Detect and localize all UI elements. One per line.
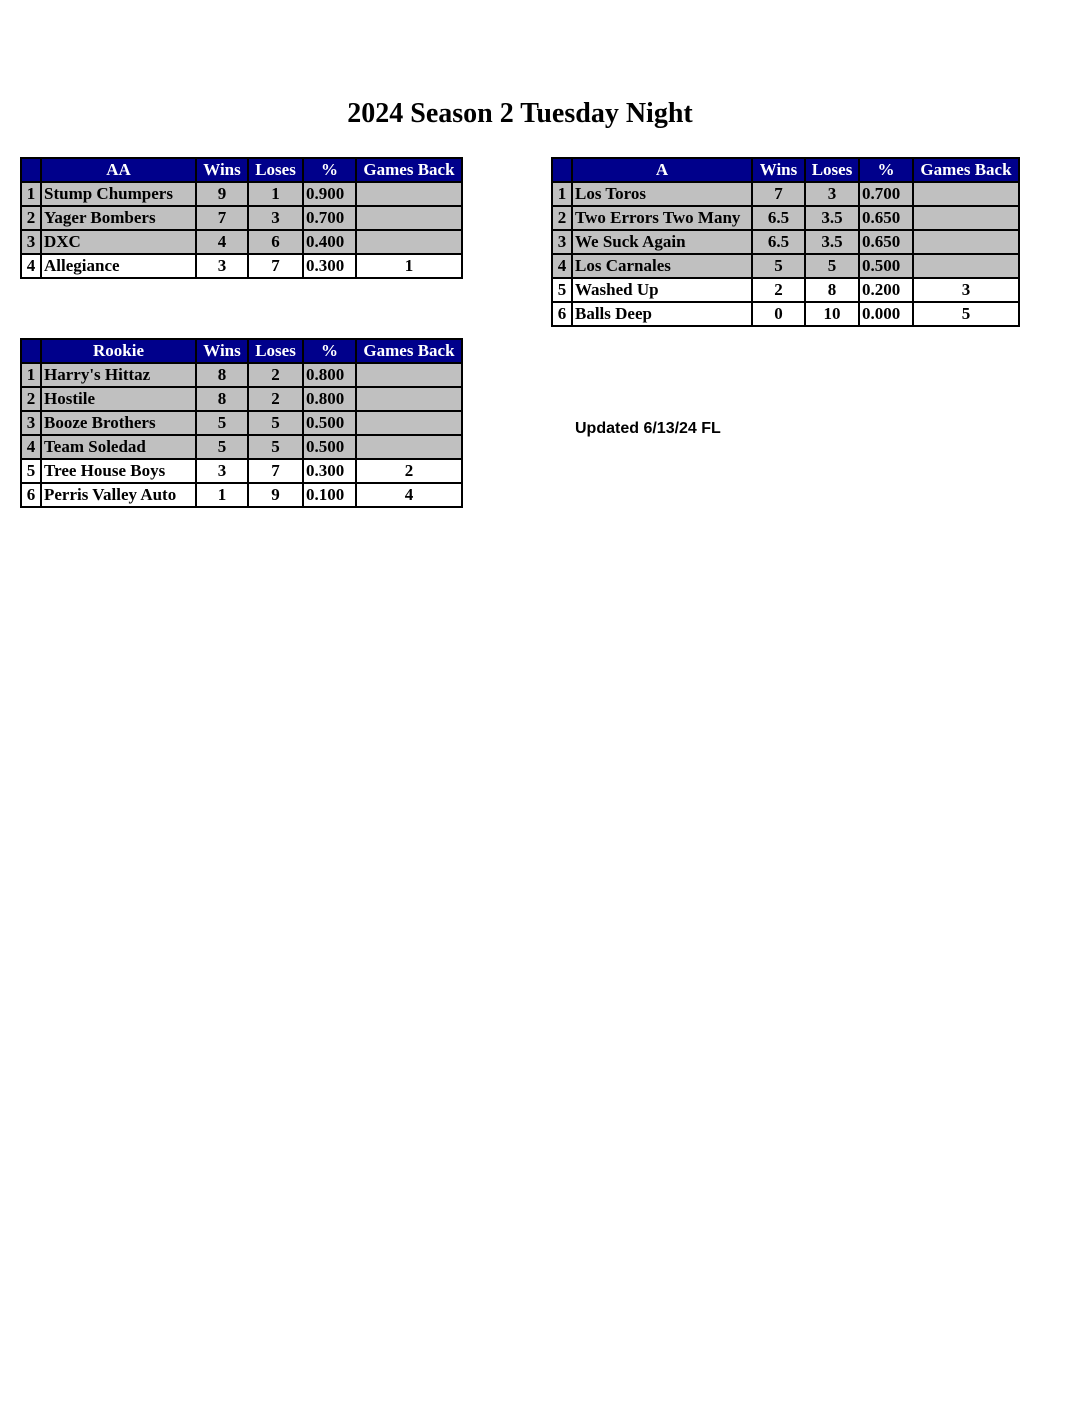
pct-cell: 0.500 [859,254,913,278]
team-name-cell: Tree House Boys [41,459,196,483]
wins-cell: 6.5 [752,206,805,230]
team-name-cell: Harry's Hittaz [41,363,196,387]
rank-cell: 2 [21,387,41,411]
table-header-row [552,158,1019,182]
loses-cell: 7 [248,459,303,483]
pct-header: % [303,339,356,363]
rank-cell: 4 [552,254,572,278]
rank-cell: 3 [21,230,41,254]
rank-cell: 4 [21,435,41,459]
team-name-cell: Hostile [41,387,196,411]
loses-cell: 5 [805,254,859,278]
games-back-cell [913,254,1019,278]
table-row [552,254,1019,278]
games-back-cell [356,411,462,435]
table-row [552,302,1019,326]
pct-cell: 0.500 [303,435,356,459]
games-back-cell [913,230,1019,254]
loses-cell: 3 [805,182,859,206]
table-row [21,182,462,206]
wins-cell: 8 [196,363,248,387]
rank-cell: 3 [21,411,41,435]
pct-cell: 0.800 [303,363,356,387]
table-row [21,206,462,230]
pct-cell: 0.500 [303,411,356,435]
loses-cell: 9 [248,483,303,507]
loses-cell: 3.5 [805,206,859,230]
wins-cell: 5 [196,411,248,435]
division-header: Rookie [41,339,196,363]
team-name-cell: Yager Bombers [41,206,196,230]
wins-cell: 4 [196,230,248,254]
division-header: AA [41,158,196,182]
wins-cell: 7 [196,206,248,230]
table-header-row [21,339,462,363]
loses-cell: 10 [805,302,859,326]
team-name-cell: Washed Up [572,278,752,302]
team-name-cell: We Suck Again [572,230,752,254]
team-name-cell: Perris Valley Auto [41,483,196,507]
rank-header [552,158,572,182]
pct-cell: 0.650 [859,206,913,230]
table-row [21,254,462,278]
pct-cell: 0.100 [303,483,356,507]
games-back-cell [356,182,462,206]
wins-cell: 9 [196,182,248,206]
rank-cell: 1 [552,182,572,206]
wins-cell: 5 [752,254,805,278]
rank-cell: 6 [552,302,572,326]
team-name-cell: Los Toros [572,182,752,206]
pct-cell: 0.000 [859,302,913,326]
table-row [21,435,462,459]
rank-header [21,339,41,363]
wins-cell: 8 [196,387,248,411]
wins-cell: 3 [196,254,248,278]
wins-cell: 7 [752,182,805,206]
loses-cell: 5 [248,411,303,435]
games-back-header: Games Back [356,158,462,182]
table-row [552,182,1019,206]
games-back-cell: 1 [356,254,462,278]
games-back-cell [356,363,462,387]
loses-cell: 1 [248,182,303,206]
team-name-cell: DXC [41,230,196,254]
games-back-cell: 4 [356,483,462,507]
rank-cell: 2 [552,206,572,230]
wins-cell: 5 [196,435,248,459]
rank-cell: 6 [21,483,41,507]
table-row [21,411,462,435]
team-name-cell: Los Carnales [572,254,752,278]
table-row [21,387,462,411]
team-name-cell: Team Soledad [41,435,196,459]
loses-cell: 5 [248,435,303,459]
loses-cell: 2 [248,363,303,387]
games-back-cell [356,387,462,411]
wins-cell: 1 [196,483,248,507]
table-row [552,206,1019,230]
pct-cell: 0.800 [303,387,356,411]
team-name-cell: Balls Deep [572,302,752,326]
games-back-cell [356,435,462,459]
games-back-cell: 3 [913,278,1019,302]
rookie-standings-table [20,338,463,508]
loses-cell: 6 [248,230,303,254]
pct-header: % [303,158,356,182]
games-back-cell: 2 [356,459,462,483]
pct-cell: 0.300 [303,459,356,483]
team-name-cell: Booze Brothers [41,411,196,435]
a-standings-table [551,157,1020,327]
games-back-cell [356,206,462,230]
loses-cell: 7 [248,254,303,278]
pct-cell: 0.700 [859,182,913,206]
updated-note: Updated 6/13/24 FL [575,420,721,437]
table-header-row [21,158,462,182]
rank-cell: 1 [21,363,41,387]
wins-header: Wins [196,158,248,182]
rank-cell: 5 [552,278,572,302]
rank-cell: 5 [21,459,41,483]
games-back-header: Games Back [913,158,1019,182]
division-header: A [572,158,752,182]
rank-header [21,158,41,182]
loses-cell: 3.5 [805,230,859,254]
wins-cell: 2 [752,278,805,302]
wins-header: Wins [752,158,805,182]
rank-cell: 2 [21,206,41,230]
rank-cell: 4 [21,254,41,278]
table-row [552,230,1019,254]
table-row [21,230,462,254]
page-title: 2024 Season 2 Tuesday Night [347,98,693,129]
table-row [21,483,462,507]
table-row [21,459,462,483]
games-back-cell: 5 [913,302,1019,326]
games-back-cell [913,206,1019,230]
table-row [21,363,462,387]
pct-cell: 0.650 [859,230,913,254]
pct-cell: 0.700 [303,206,356,230]
pct-cell: 0.200 [859,278,913,302]
loses-cell: 8 [805,278,859,302]
rank-cell: 1 [21,182,41,206]
pct-cell: 0.300 [303,254,356,278]
team-name-cell: Stump Chumpers [41,182,196,206]
wins-cell: 3 [196,459,248,483]
pct-cell: 0.400 [303,230,356,254]
team-name-cell: Allegiance [41,254,196,278]
loses-header: Loses [805,158,859,182]
games-back-header: Games Back [356,339,462,363]
team-name-cell: Two Errors Two Many [572,206,752,230]
loses-header: Loses [248,158,303,182]
rank-cell: 3 [552,230,572,254]
loses-cell: 3 [248,206,303,230]
wins-header: Wins [196,339,248,363]
pct-header: % [859,158,913,182]
pct-cell: 0.900 [303,182,356,206]
games-back-cell [356,230,462,254]
wins-cell: 6.5 [752,230,805,254]
loses-header: Loses [248,339,303,363]
wins-cell: 0 [752,302,805,326]
aa-standings-table [20,157,463,279]
loses-cell: 2 [248,387,303,411]
games-back-cell [913,182,1019,206]
table-row [552,278,1019,302]
